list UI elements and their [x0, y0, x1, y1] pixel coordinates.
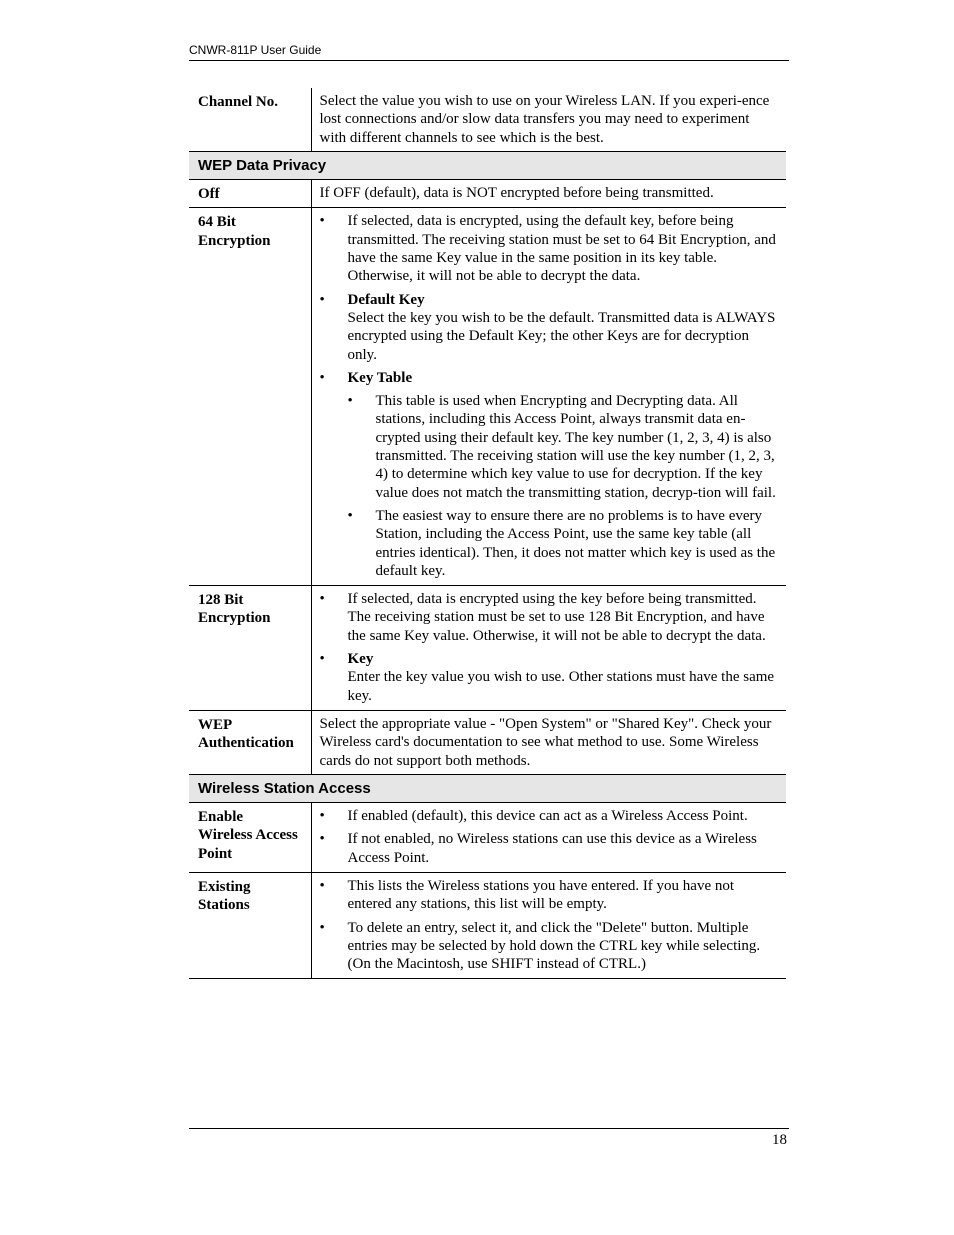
table-row-off: [189, 180, 786, 208]
item-heading: • Default Key: [347, 291, 425, 308]
row-label: [189, 208, 311, 586]
item-text: • If selected, data is encrypted, using the default key, before being transmitted. The receiving station must be set to 64 Bit Encryption, and have the same Key value in the same position in its key table. Otherwise, it will not be able to decrypt the data.: [347, 213, 776, 285]
label-text: 64 Bit: [198, 214, 236, 231]
section-title: WEP Data Privacy: [189, 151, 786, 179]
section-header-wep: [189, 151, 786, 179]
label-text: Encryption: [198, 610, 271, 627]
row-label: [189, 88, 311, 151]
row-label: [189, 872, 311, 978]
header-rule: [189, 60, 789, 61]
label-text: 128 Bit: [198, 592, 244, 609]
row-description: [311, 180, 786, 208]
section-title: Wireless Station Access: [189, 774, 786, 802]
row-label: [189, 180, 311, 208]
settings-table: [189, 88, 786, 979]
row-description: [311, 872, 786, 978]
item-text: • To delete an entry, select it, and click the "Delete" button. Multiple entries may be selected by hold down the CTRL key while selecting. (On the Macintosh, use SHIFT instead of CTRL.): [347, 919, 761, 973]
label-text: Off: [198, 186, 220, 203]
list-item: [348, 392, 779, 502]
item-text: • If selected, data is encrypted using the key before being transmitted. The receiving station must be set to use 128 Bit Encryption, and have the same Key value. Otherwise, it will not be able to decrypt the data.: [347, 591, 766, 644]
list-item: [320, 590, 779, 645]
table-row-enable-ap: [189, 803, 786, 873]
label-text: Enable: [198, 809, 244, 826]
item-text: • The easiest way to ensure there are no problems is to have every Station, including the Access Point, use the same key table (all entries identical). Then, it does not matter which key is used as the default key.: [375, 507, 776, 579]
table-row-channel: [189, 88, 786, 151]
list-item: [320, 212, 779, 285]
row-description: [311, 803, 786, 873]
item-heading: • Key: [347, 651, 374, 668]
item-heading: • Key Table: [347, 369, 413, 386]
item-text: • This lists the Wireless stations you have entered. If you have not entered any stations, this list will be empty.: [347, 877, 735, 913]
label-text: Existing: [198, 878, 251, 895]
label-text: WEP: [198, 716, 233, 733]
bullet-list: [320, 877, 779, 973]
bullet-list: [320, 807, 779, 867]
label-text: Stations: [198, 897, 250, 914]
list-item: [320, 369, 779, 580]
table-row-64bit: [189, 208, 786, 586]
description-text: If OFF (default), data is NOT encrypted before being transmitted.: [319, 185, 714, 202]
row-description: [311, 586, 786, 711]
list-item: [320, 650, 779, 705]
label-text: Encryption: [198, 232, 271, 249]
nested-bullet-list: [348, 392, 779, 580]
row-label: [189, 710, 311, 774]
footer-rule: [189, 1128, 789, 1129]
list-item: [320, 291, 779, 364]
bullet-list: [320, 590, 779, 705]
list-item: [320, 807, 779, 825]
row-label: [189, 803, 311, 873]
list-item: [320, 830, 779, 867]
list-item: [320, 919, 779, 974]
table-row-existing-stations: [189, 872, 786, 978]
description-text: Select the appropriate value - "Open System" or "Shared Key". Check your Wireless card's documentation to see what method to use. Some Wireless cards do not support both methods.: [319, 715, 772, 769]
label-text: Authentication: [198, 735, 294, 752]
item-text: Select the key you wish to be the default. Transmitted data is ALWAYS encrypted using the Default Key; the other Keys are for decryption only.: [347, 309, 776, 363]
bullet-list: [320, 212, 779, 580]
page-number: 18: [772, 1132, 787, 1148]
list-item: [320, 877, 779, 914]
row-description: [311, 710, 786, 774]
label-text: Channel No.: [198, 94, 279, 110]
item-text: • If not enabled, no Wireless stations can use this device as a Wireless Access Point.: [347, 831, 757, 866]
item-text: • This table is used when Encrypting and Decrypting data. All stations, including this Access Point, always transmit data en-crypted using their default key. The key number (1, 2, 3, 4) is also transmitted. The receiving station will use the key number (1, 2, 3, 4) to determine which key value to use for decryption. If the key value does not match the transmitting station, decryp-tion will fail.: [375, 393, 776, 501]
section-header-wireless-station-access: [189, 774, 786, 802]
label-text: Wireless Access: [198, 827, 298, 844]
row-description: [311, 88, 786, 151]
list-item: [348, 507, 779, 580]
table-row-128bit: [189, 586, 786, 711]
item-text: Enter the key value you wish to use. Other stations must have the same key.: [347, 669, 775, 704]
row-label: [189, 586, 311, 711]
row-description: [311, 208, 786, 586]
description-text: Select the value you wish to use on your Wireless LAN. If you experi-ence lost connections and/or slow data transfers you may need to experiment with different channels to see which is the best.: [319, 93, 770, 146]
label-text: Point: [198, 845, 233, 862]
page-header-title: CNWR-811P User Guide: [189, 43, 322, 57]
item-text: • If enabled (default), this device can act as a Wireless Access Point.: [347, 808, 748, 825]
table-row-wep-authentication: [189, 710, 786, 774]
